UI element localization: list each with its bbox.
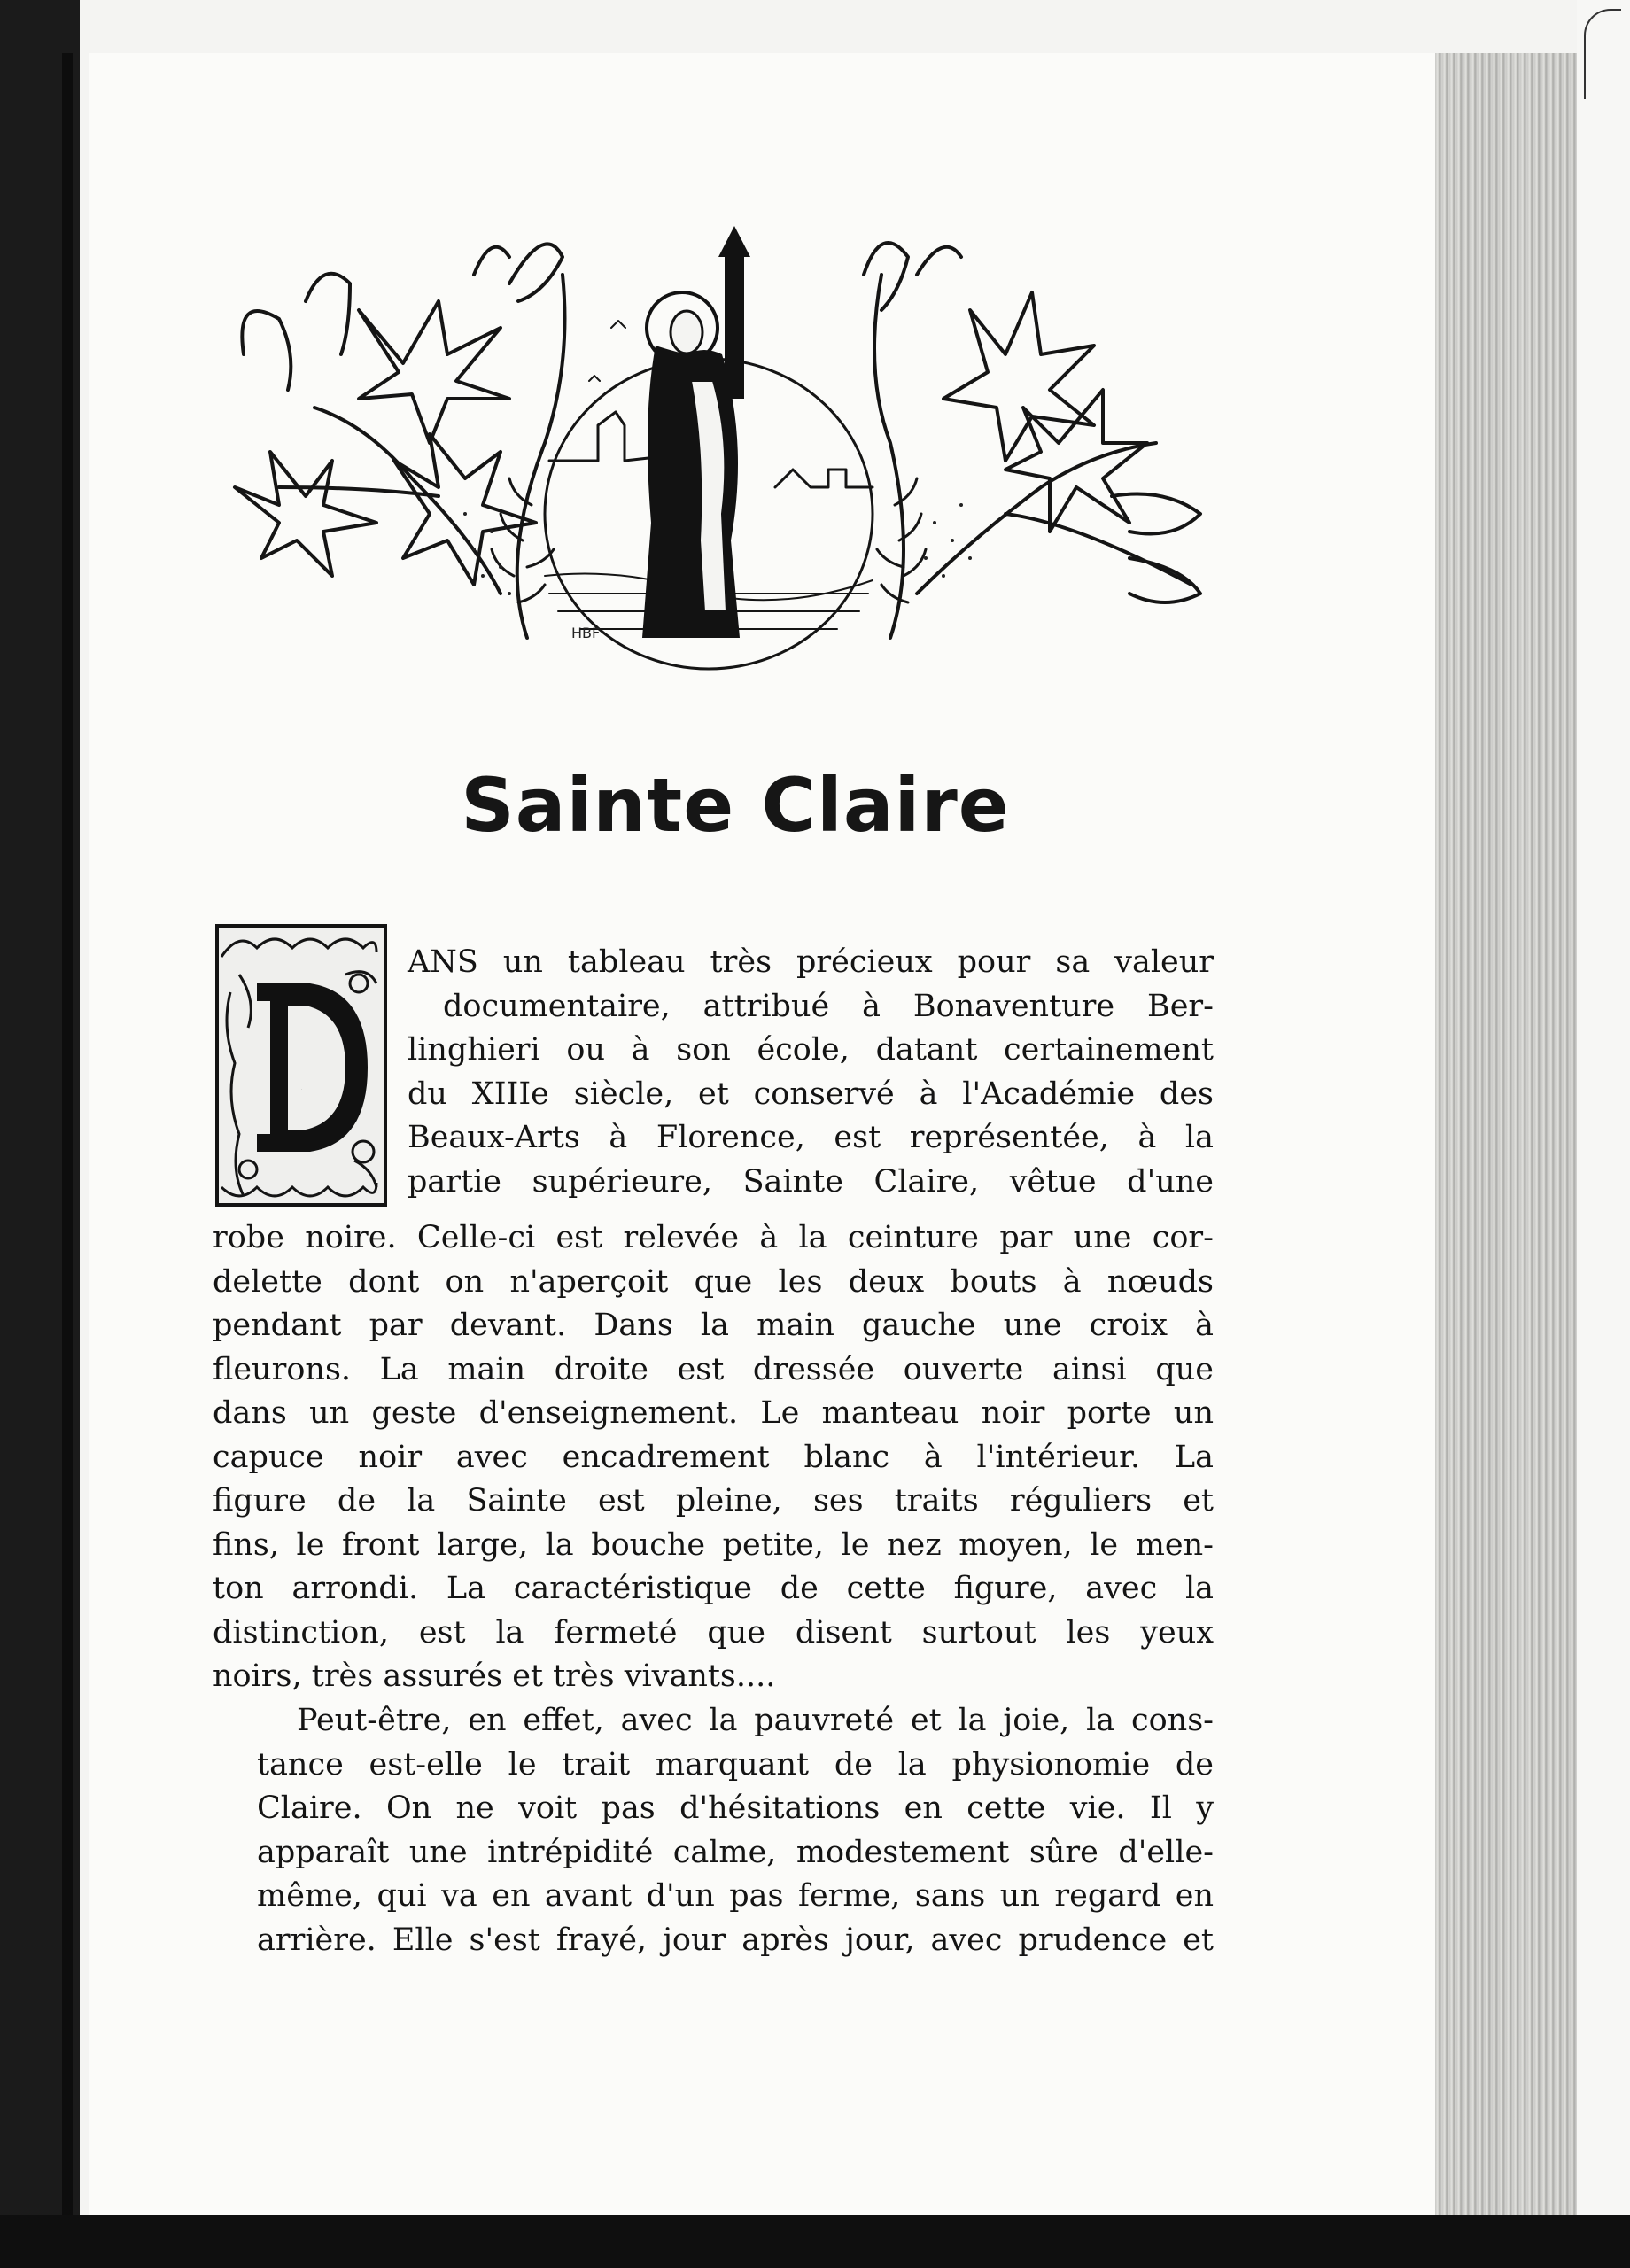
text-line: robe noire. Celle-ci est relevée à la ceinture par une cor-	[213, 1220, 1214, 1255]
text-line: fins, le front large, la bouche petite, le nez moyen, le men-	[213, 1526, 1214, 1563]
text-line: partie supérieure, Sainte Claire, vêtue d'une	[408, 1163, 1214, 1200]
drop-cap-ornament	[213, 921, 390, 1209]
artist-signature: HBF	[571, 625, 601, 641]
text-line: du XIIIe siècle, et conservé à l'Académie des	[408, 1076, 1214, 1112]
text-line: linghieri ou à son école, datant certainement	[408, 1032, 1214, 1068]
page-title: Sainte Claire	[461, 762, 1010, 849]
text-line: Beaux-Arts à Florence, est représentée, à la	[408, 1120, 1214, 1155]
text-line: ANS un tableau très précieux pour sa valeur	[408, 944, 1214, 980]
text-line: distinction, est la fermeté que disent surtout les yeux	[213, 1614, 1214, 1651]
text-line: noirs, très assurés et très vivants....	[213, 1658, 776, 1694]
paragraph-2	[213, 1699, 1214, 1962]
text-line: apparaît une intrépidité calme, modestement sûre d'elle-	[257, 1834, 1214, 1870]
text-line: documentaire, attribué à Bonaventure Ber-	[443, 988, 1214, 1024]
text-line: capuce noir avec encadrement blanc à l'intérieur. La	[213, 1439, 1214, 1475]
drop-cap-letter: D	[301, 1090, 302, 1091]
text-line: arrière. Elle s'est frayé, jour après jour, avec prudence et	[257, 1922, 1214, 1958]
text-line: ton arrondi. La caractéristique de cette figure, avec la	[213, 1571, 1214, 1606]
scan-bottom-border	[0, 2215, 1630, 2268]
scan-left-border	[0, 0, 80, 2268]
text-line: dans un geste d'enseignement. Le manteau noir porte un	[213, 1395, 1214, 1431]
text-line: pendant par devant. Dans la main gauche une croix à	[213, 1308, 1214, 1343]
scan-right-margin	[1577, 0, 1630, 2268]
paragraph-1-continued	[213, 1216, 1214, 1699]
text-line: même, qui va en avant d'un pas ferme, sans un regard en	[257, 1878, 1214, 1914]
paragraph-1-beside-dropcap	[408, 941, 1214, 1204]
text-line: figure de la Sainte est pleine, ses traits réguliers et	[213, 1483, 1214, 1518]
page-edges-stack	[1435, 53, 1577, 2215]
text-line: Peut-être, en effet, avec la pauvreté et la joie, la cons-	[297, 1703, 1214, 1738]
saint-claire-illustration	[208, 221, 1218, 682]
text-line: delette dont on n'aperçoit que les deux bouts à nœuds	[213, 1263, 1214, 1300]
text-line: Claire. On ne voit pas d'hésitations en cette vie. Il y	[257, 1790, 1214, 1826]
text-line: tance est-elle le trait marquant de la physionomie de	[257, 1746, 1214, 1783]
text-line: fleurons. La main droite est dressée ouverte ainsi que	[213, 1351, 1214, 1387]
